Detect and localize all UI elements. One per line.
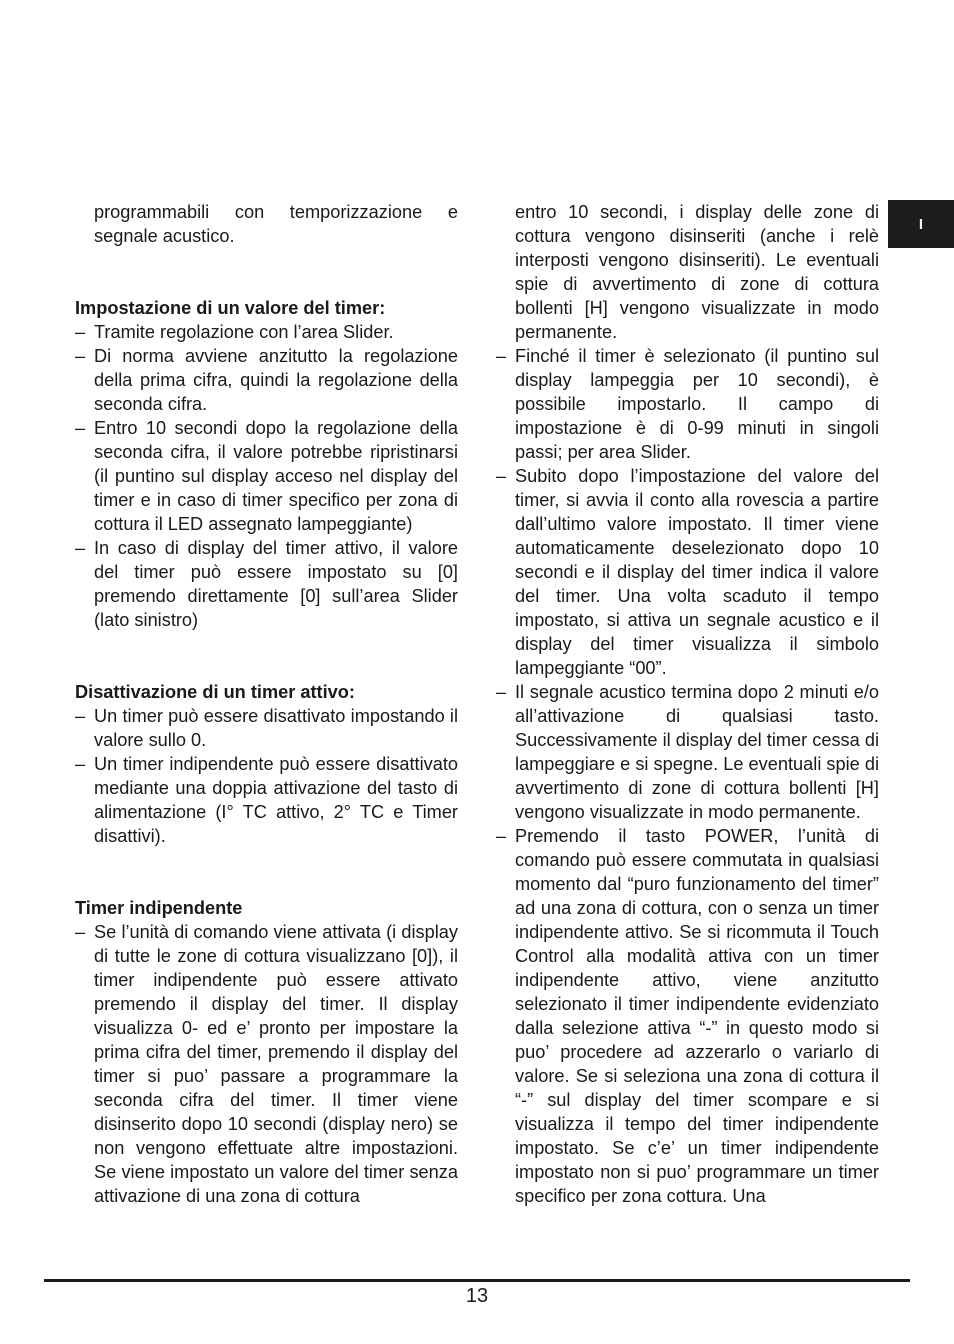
list-item bbox=[496, 464, 879, 680]
dash-marker: – bbox=[75, 922, 86, 942]
list-item bbox=[75, 344, 458, 416]
dash-marker: – bbox=[496, 346, 507, 366]
list-item-text: Di norma avviene anzitutto la regolazione della prima cifra, quindi la regolazione della seconda cifra. bbox=[94, 346, 458, 414]
list-item-text: Finché il timer è selezionato (il puntino sul display lampeggia per 10 secondi), è possibile impostarlo. Il campo di impostazione è di 0-99 minuti in singoli passi; per area Slider. bbox=[515, 346, 879, 462]
list-item-text: Un timer può essere disattivato impostando il valore sullo 0. bbox=[94, 706, 458, 750]
dash-marker: – bbox=[75, 706, 86, 726]
dash-marker: – bbox=[75, 538, 86, 558]
list-item-text: Il segnale acustico termina dopo 2 minuti e/o all’attivazione di qualsiasi tasto. Successivamente il display del timer cessa di lampeggiare e si spegne. Le eventuali spie di avvertimento di zone di cottura bollenti [H] vengono visualizzate in modo permanente. bbox=[515, 682, 879, 822]
dash-marker: – bbox=[496, 682, 507, 702]
list-item bbox=[496, 824, 879, 1208]
list-item bbox=[75, 704, 458, 752]
dash-marker: – bbox=[75, 322, 86, 342]
dash-marker: – bbox=[496, 466, 507, 486]
left-column bbox=[75, 200, 458, 1208]
right-column bbox=[496, 200, 879, 1208]
intro-paragraph: programmabili con temporizzazione e segnale acustico. bbox=[94, 202, 458, 246]
list-item-text: Tramite regolazione con l’area Slider. bbox=[94, 322, 394, 342]
list-item bbox=[75, 416, 458, 536]
section-heading-timer-deactivation: Disattivazione di un timer attivo: bbox=[75, 682, 355, 702]
list-item-text: Premendo il tasto POWER, l’unità di comando può essere commutata in qualsiasi momento dal “puro funzionamento del timer” ad una zona di cottura, con o senza un timer indipendente attivo. Se si ricommuta il Touch Control alla modalità attiva con un timer indipendente attivo, viene anzitutto selezionato il timer indipendente evidenziato dalla selezione attiva “-” in questo modo si puo’ procedere ad azzerarlo o variarlo di valore. Se si seleziona una zona di cottura il “-” sul display del timer scompare e si visualizza il tempo del timer indipendente impostato. Se c’e’ un timer indipendente impostato non si puo’ programmare un timer specifico per zona cottura. Una bbox=[515, 826, 879, 1206]
list-item bbox=[75, 920, 458, 1208]
list-item bbox=[496, 344, 879, 464]
list-item bbox=[496, 680, 879, 824]
dash-marker: – bbox=[75, 346, 86, 366]
language-tab-label: I bbox=[918, 215, 924, 233]
list-item-text: Se l’unità di comando viene attivata (i display di tutte le zone di cottura visualizzano [0]), il timer indipendente può essere attivato premendo il display del timer. Il display visualizza 0- ed e’ pronto per impostare la prima cifra del timer, premendo il display del timer si puo’ passare a programmare la seconda cifra del timer. Il timer viene disinserito dopo 10 secondi (display nero) se non vengono effettuate altre impostazioni. Se viene impostato un valore del timer senza attivazione di una zona di cottura bbox=[94, 922, 458, 1206]
dash-marker: – bbox=[75, 418, 86, 438]
section-heading-timer-setting: Impostazione di un valore del timer: bbox=[75, 298, 386, 318]
continuation-paragraph: entro 10 secondi, i display delle zone di cottura vengono disinseriti (anche i relè interposti vengono disinseriti). Le eventuali spie di avvertimento di zone di cottura bollenti [H] vengono visualizzate in modo permanente. bbox=[515, 202, 879, 342]
list-item-text: Un timer indipendente può essere disattivato mediante una doppia attivazione del tasto di alimentazione (I° TC attivo, 2° TC e Timer disattivi). bbox=[94, 754, 458, 846]
dash-marker: – bbox=[75, 754, 86, 774]
footer-divider bbox=[44, 1279, 910, 1282]
list-item bbox=[75, 320, 458, 344]
list-item-text: Subito dopo l’impostazione del valore del timer, si avvia il conto alla rovescia a partire dall’ultimo valore impostato. Il timer viene automaticamente deselezionato dopo 10 secondi e il display del timer indica il valore del timer. Una volta scaduto il tempo impostato, si attiva un segnale acustico e il display del timer visualizza il simbolo lampeggiante “00”. bbox=[515, 466, 879, 678]
section-heading-independent-timer: Timer indipendente bbox=[75, 898, 243, 918]
timer-deactivation-list bbox=[75, 704, 458, 848]
list-item bbox=[75, 536, 458, 632]
right-column-list bbox=[496, 344, 879, 1208]
dash-marker: – bbox=[496, 826, 507, 846]
independent-timer-list bbox=[75, 920, 458, 1208]
timer-setting-list bbox=[75, 320, 458, 632]
list-item-text: Entro 10 secondi dopo la regolazione della seconda cifra, il valore potrebbe ripristinarsi (il puntino sul display acceso nel display del timer e in caso di timer specifico per zona di cottura il LED assegnato lampeggiante) bbox=[94, 418, 458, 534]
list-item-text: In caso di display del timer attivo, il valore del timer può essere impostato su [0] premendo direttamente [0] sull’area Slider (lato sinistro) bbox=[94, 538, 458, 630]
page-number: 13 bbox=[465, 1285, 489, 1307]
list-item bbox=[75, 752, 458, 848]
language-tab bbox=[888, 200, 954, 248]
